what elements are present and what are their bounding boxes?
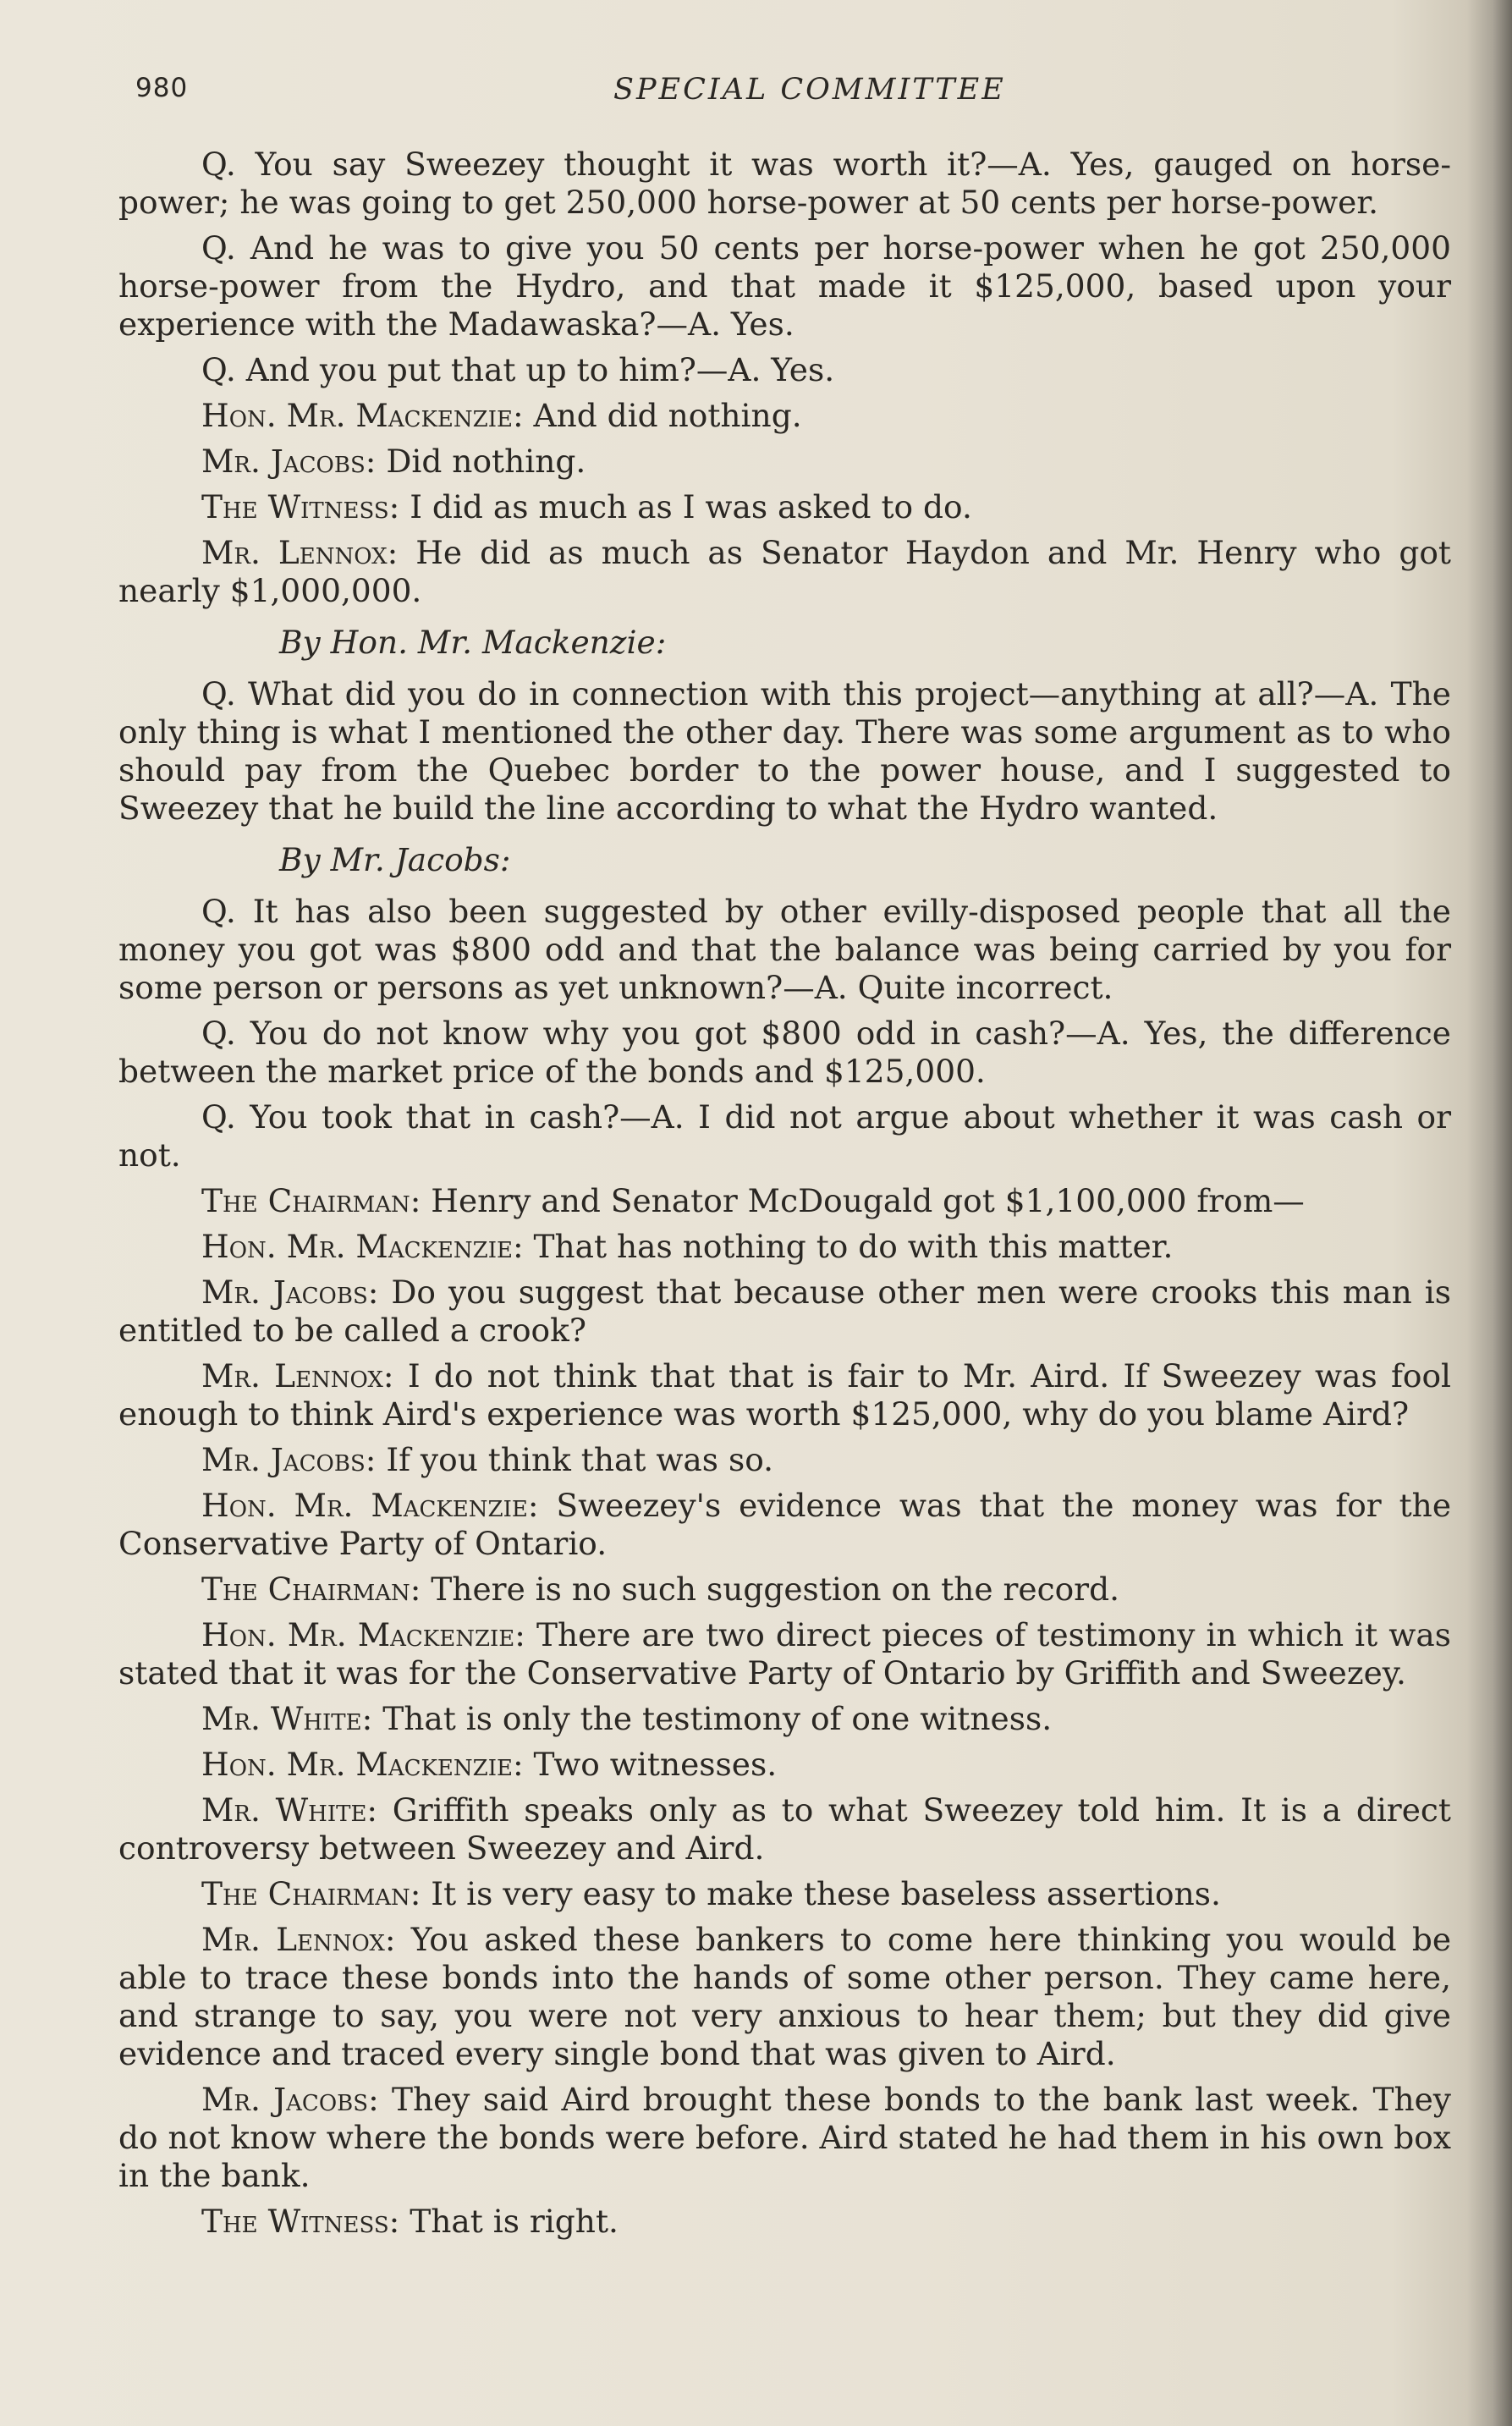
paragraph-text: That has nothing to do with this matter. xyxy=(533,1228,1174,1265)
speaker-name: Hon. Mr. Mackenzie: xyxy=(201,1746,524,1783)
speaker-paragraph xyxy=(118,1274,1451,1350)
paragraph-text: If you think that was so. xyxy=(386,1441,774,1478)
speaker-name: Hon. Mr. Mackenzie: xyxy=(201,397,524,434)
speaker-name: Mr. Lennox: xyxy=(201,1921,396,1958)
speaker-paragraph xyxy=(118,1228,1451,1266)
paragraph-text: They said Aird brought these bonds to the bank last week. They do not know where the bonds were before. Aird stated he had them in his own box in the bank. xyxy=(118,2081,1451,2194)
page-header xyxy=(135,73,1455,115)
speaker-name: Mr. Jacobs: xyxy=(201,1274,379,1311)
page-number: 980 xyxy=(135,73,189,103)
paragraph-text: Henry and Senator McDougald got $1,100,000 from— xyxy=(431,1182,1305,1219)
paragraph-text: Q. And he was to give you 50 cents per horse-power when he got 250,000 horse-power from the Hydro, and that made it $125,000, based upon your experience with the Madawaska?—A. Yes. xyxy=(118,229,1451,343)
paragraph-text: Sweezey's evidence was that the money was for the Conservative Party of Ontario. xyxy=(118,1487,1452,1562)
paragraph-text: That is only the testimony of one witness. xyxy=(382,1700,1053,1737)
question-answer-paragraph xyxy=(118,351,1451,389)
question-answer-paragraph xyxy=(118,1098,1451,1174)
speaker-name: The Chairman: xyxy=(201,1875,421,1912)
paragraph-text: I did as much as I was asked to do. xyxy=(410,488,972,525)
speaker-paragraph xyxy=(118,1700,1451,1738)
speaker-paragraph xyxy=(118,1571,1451,1609)
speaker-name: The Chairman: xyxy=(201,1182,421,1219)
paragraph-text: There is no such suggestion on the record. xyxy=(431,1571,1120,1608)
speaker-paragraph xyxy=(118,1357,1451,1433)
speaker-name: Hon. Mr. Mackenzie: xyxy=(201,1487,539,1524)
speaker-paragraph xyxy=(118,534,1451,610)
paragraph-text: Two witnesses. xyxy=(533,1746,778,1783)
paragraph-text: Q. And you put that up to him?—A. Yes. xyxy=(201,351,835,388)
speaker-name: The Chairman: xyxy=(201,1571,421,1608)
speaker-paragraph xyxy=(118,488,1451,526)
speaker-paragraph xyxy=(118,1791,1451,1868)
paragraph-text: It is very easy to make these baseless assertions. xyxy=(431,1875,1221,1912)
speaker-name: Hon. Mr. Mackenzie: xyxy=(201,1616,525,1653)
speaker-paragraph xyxy=(118,1921,1451,2073)
paragraph-text: Q. You do not know why you got $800 odd in cash?—A. Yes, the difference between the market price of the bonds and $125,000. xyxy=(118,1015,1451,1090)
paragraph-text: Griffith speaks only as to what Sweezey told him. It is a direct controversy between Sweezey and Aird. xyxy=(118,1791,1452,1867)
section-heading: By Hon. Mr. Mackenzie: xyxy=(279,624,667,661)
question-answer-paragraph xyxy=(118,146,1451,222)
speaker-paragraph xyxy=(118,1875,1451,1913)
question-answer-paragraph xyxy=(118,675,1451,828)
speaker-name: Mr. Lennox: xyxy=(201,534,399,571)
speaker-paragraph xyxy=(118,1182,1451,1220)
paragraph-text: Do you suggest that because other men were crooks this man is entitled to be called a crook? xyxy=(118,1274,1451,1349)
section-heading: By Mr. Jacobs: xyxy=(279,841,511,878)
speaker-name: Mr. White: xyxy=(201,1700,373,1737)
speaker-paragraph xyxy=(118,2203,1451,2241)
speaker-paragraph xyxy=(118,1487,1451,1563)
question-answer-paragraph xyxy=(118,229,1451,344)
paragraph-text: Q. You took that in cash?—A. I did not argue about whether it was cash or not. xyxy=(118,1098,1451,1174)
speaker-paragraph xyxy=(118,1616,1451,1692)
paragraph-text: That is right. xyxy=(410,2203,619,2240)
paragraph-text: Q. You say Sweezey thought it was worth it?—A. Yes, gauged on horse-power; he was going to get 250,000 horse-power at 50 cents per horse-power. xyxy=(118,146,1451,221)
paragraph-text: Q. What did you do in connection with this project—anything at all?—A. The only thing is what I mentioned the other day. There was some argument as to who should pay from the Quebec border to the power house, and I suggested to Sweezey that he build the line according to what the Hydro wanted. xyxy=(118,675,1451,827)
question-answer-paragraph xyxy=(118,893,1451,1007)
speaker-name: Mr. Jacobs: xyxy=(201,443,377,480)
page-edge-shadow xyxy=(1493,0,1512,2426)
speaker-paragraph xyxy=(118,443,1451,481)
speaker-name: The Witness: xyxy=(201,488,400,525)
speaker-name: Hon. Mr. Mackenzie: xyxy=(201,1228,524,1265)
paragraph-text: And did nothing. xyxy=(533,397,802,434)
paragraph-text: You asked these bankers to come here thinking you would be able to trace these bonds into the hands of some other person. They came here, and strange to say, you were not very anxious to hear them; but they did give evidence and traced every single bond that was given to Aird. xyxy=(118,1921,1452,2072)
speaker-paragraph xyxy=(118,397,1451,435)
speaker-name: The Witness: xyxy=(201,2203,400,2240)
speaker-name: Mr. Jacobs: xyxy=(201,1441,377,1478)
paragraph-text: He did as much as Senator Haydon and Mr. Henry who got nearly $1,000,000. xyxy=(118,534,1451,609)
transcript-body xyxy=(118,146,1451,2248)
speaker-name: Mr. White: xyxy=(201,1791,378,1829)
speaker-name: Mr. Lennox: xyxy=(201,1357,394,1395)
question-answer-paragraph xyxy=(118,1015,1451,1091)
paragraph-text: There are two direct pieces of testimony in which it was stated that it was for the Conservative Party of Ontario by Griffith and Sweezey. xyxy=(118,1616,1452,1692)
speaker-paragraph xyxy=(118,2081,1451,2195)
speaker-name: Mr. Jacobs: xyxy=(201,2081,379,2118)
paragraph-text: Did nothing. xyxy=(386,443,586,480)
paragraph-text: Q. It has also been suggested by other evilly-disposed people that all the money you got was $800 odd and that the balance was being carried by you for some person or persons as yet unknown?—A. Quite incorrect. xyxy=(118,893,1451,1006)
speaker-paragraph xyxy=(118,1441,1451,1479)
speaker-paragraph xyxy=(118,1746,1451,1784)
running-title: SPECIAL COMMITTEE xyxy=(613,73,1006,107)
paragraph-text: I do not think that that is fair to Mr. Aird. If Sweezey was fool enough to think Aird's experience was worth $125,000, why do you blame Aird? xyxy=(118,1357,1452,1433)
